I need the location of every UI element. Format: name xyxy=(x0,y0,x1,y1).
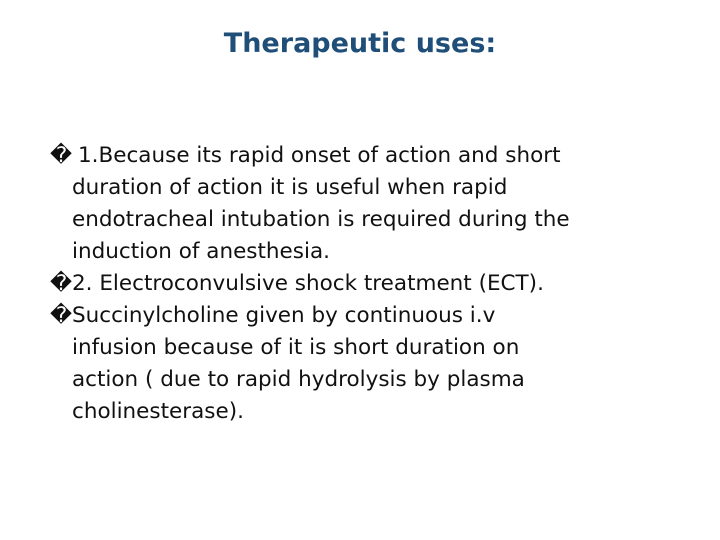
bullet-glyph: � xyxy=(50,303,73,328)
list-item-line: action ( due to rapid hydrolysis by plasma xyxy=(72,367,525,392)
list-item-line: duration of action it is useful when rapid xyxy=(72,175,508,200)
list-item xyxy=(50,268,690,300)
list-item-line: endotracheal intubation is required during the xyxy=(72,207,570,232)
bullet-list xyxy=(50,140,690,428)
list-item-line: 2. Electroconvulsive shock treatment (ECT). xyxy=(72,271,544,296)
list-item-line: infusion because of it is short duration on xyxy=(72,335,520,360)
list-item-line: Succinylcholine given by continuous i.v xyxy=(72,303,496,328)
list-item xyxy=(50,140,690,268)
list-item-line: 1.Because its rapid onset of action and short xyxy=(78,143,561,168)
list-item xyxy=(50,300,690,428)
list-item-line: induction of anesthesia. xyxy=(72,239,330,264)
slide-title: Therapeutic uses: xyxy=(223,28,497,59)
bullet-glyph: � xyxy=(50,271,73,296)
list-item-line: cholinesterase). xyxy=(72,399,244,424)
bullet-glyph: � xyxy=(50,143,73,168)
